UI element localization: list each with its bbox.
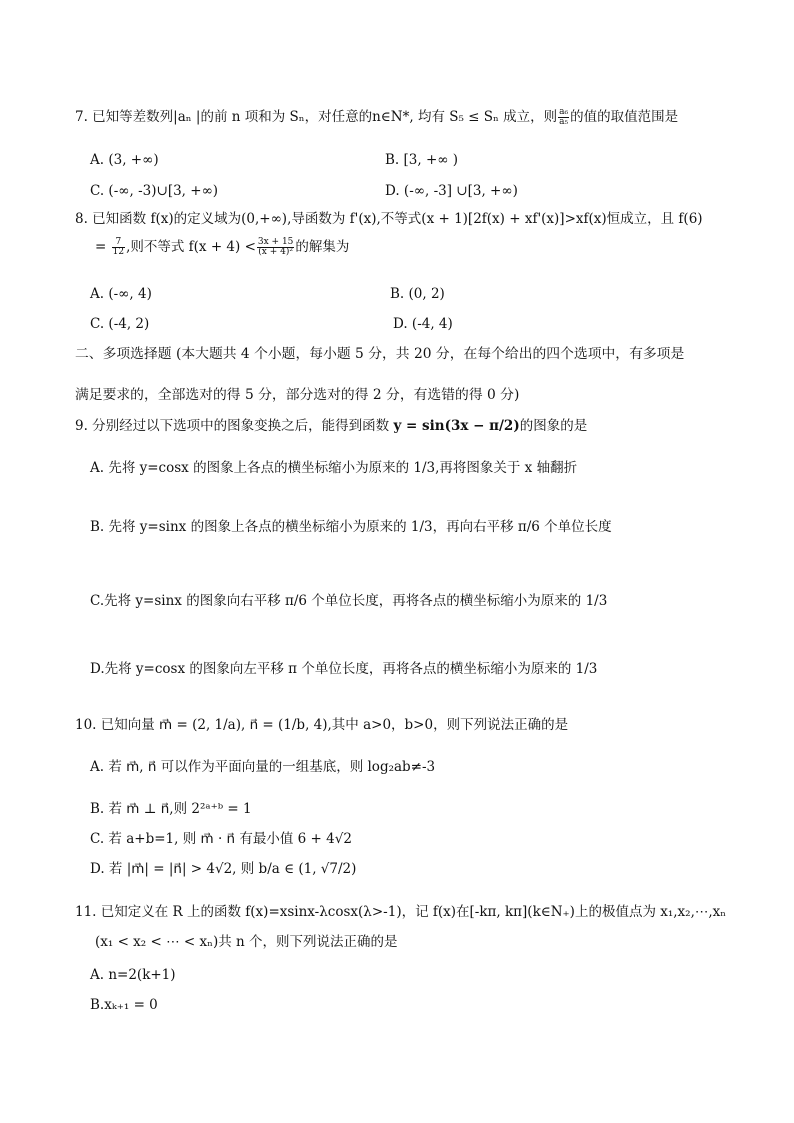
q8-f2-den: (x + 4)² bbox=[258, 247, 293, 257]
q8-f2-num: 3x + 15 bbox=[257, 237, 294, 247]
q7-stem bbox=[75, 108, 678, 127]
q9-stem bbox=[75, 417, 587, 435]
q8-option-d: D. (-4, 4) bbox=[393, 316, 453, 332]
q8-fraction-2 bbox=[257, 238, 295, 257]
q9-stem-b: 的图象的是 bbox=[519, 418, 588, 434]
q7-stem-b: 的值的取值范围是 bbox=[570, 109, 679, 125]
q9-stem-a: 9. 分别经过以下选项中的图象变换之后，能得到函数 bbox=[75, 418, 394, 434]
q9-option-d: D.先将 y=cosx 的图象向左平移 π 个单位长度，再将各点的横坐标缩小为原来的 1/3 bbox=[90, 661, 598, 677]
q8-fraction-1 bbox=[112, 238, 125, 257]
q8-option-b: B. (0, 2) bbox=[390, 286, 445, 302]
q7-stem-a: 7. 已知等差数列 bbox=[75, 109, 174, 125]
q11-line2: (x₁ < x₂ < ⋯ < xₙ)共 n 个，则下列说法正确的是 bbox=[95, 934, 398, 950]
q10-option-a: A. 若 m⃗, n⃗ 可以作为平面向量的一组基底，则 log₂ab≠-3 bbox=[90, 759, 436, 775]
q7-option-a: A. (3, +∞) bbox=[90, 152, 159, 168]
q10-option-d: D. 若 |m⃗| = |n⃗| > 4√2, 则 b/a ∈ (1, √7/2) bbox=[90, 861, 357, 877]
q7-option-d: D. (-∞, -3] ∪[3, +∞) bbox=[385, 183, 518, 199]
q7-fraction bbox=[558, 108, 569, 127]
q10-option-c: C. 若 a+b=1, 则 m⃗ · n⃗ 有最小值 6 + 4√2 bbox=[90, 831, 352, 847]
section2-line2: 满足要求的，全部选对的得 5 分，部分选对的得 2 分，有选错的得 0 分) bbox=[75, 387, 520, 403]
q11-line1: 11. 已知定义在 R 上的函数 f(x)=xsinx-λcosx(λ>-1)，记 f(x)在[-kπ, kπ](k∈N₊)上的极值点为 x₁,x₂,⋯,xₙ bbox=[75, 904, 727, 920]
section2-line1: 二、多项选择题 (本大题共 4 个小题，每小题 5 分，共 20 分，在每个给出的四个选项中，有多项是 bbox=[75, 346, 685, 362]
q9-option-c: C.先将 y=sinx 的图象向右平移 π/6 个单位长度，再将各点的横坐标缩小为原来的 1/3 bbox=[90, 593, 608, 609]
q8-f1-num: 7 bbox=[112, 238, 125, 248]
q7-option-b: B. [3, +∞ ) bbox=[385, 152, 459, 168]
q8-eq: = bbox=[95, 239, 111, 255]
q11-option-b: B.xₖ₊₁ = 0 bbox=[90, 997, 158, 1013]
q7-stem-seq: |aₙ |的前 n 项和为 Sₙ，对任意的n∈N*, 均有 S₅ ≤ Sₙ 成立，则 bbox=[173, 109, 558, 125]
q8-tail: 的解集为 bbox=[295, 239, 350, 255]
q8-f1-den: 12 bbox=[112, 247, 125, 257]
q10-option-b: B. 若 m⃗ ⊥ n⃗,则 2²ᵃ⁺ᵇ = 1 bbox=[90, 801, 252, 817]
q8-option-c: C. (-4, 2) bbox=[90, 316, 150, 332]
q8-option-a: A. (-∞, 4) bbox=[90, 286, 152, 302]
q8-ineq: ,则不等式 f(x + 4) < bbox=[126, 239, 256, 255]
q7-frac-num: a₆ bbox=[559, 107, 569, 117]
q7-frac-den: a₅ bbox=[559, 117, 569, 127]
q9-option-b: B. 先将 y=sinx 的图象上各点的横坐标缩小为原来的 1/3，再向右平移 π/6 个单位长度 bbox=[90, 519, 612, 535]
q10-stem: 10. 已知向量 m⃗ = (2, 1/a), n⃗ = (1/b, 4),其中 a>0，b>0，则下列说法正确的是 bbox=[75, 717, 569, 733]
q11-option-a: A. n=2(k+1) bbox=[90, 967, 176, 983]
q9-option-a: A. 先将 y=cosx 的图象上各点的横坐标缩小为原来的 1/3,再将图象关于 x 轴翻折 bbox=[90, 460, 578, 476]
q8-line2 bbox=[95, 238, 349, 257]
q9-func: y = sin(3x − π/2) bbox=[393, 418, 520, 434]
q7-option-c: C. (-∞, -3)∪[3, +∞) bbox=[90, 183, 219, 199]
q8-line1: 8. 已知函数 f(x)的定义域为(0,+∞),导函数为 f'(x),不等式(x + 1)[2f(x) + xf'(x)]>xf(x)恒成立，且 f(6) bbox=[75, 211, 703, 227]
